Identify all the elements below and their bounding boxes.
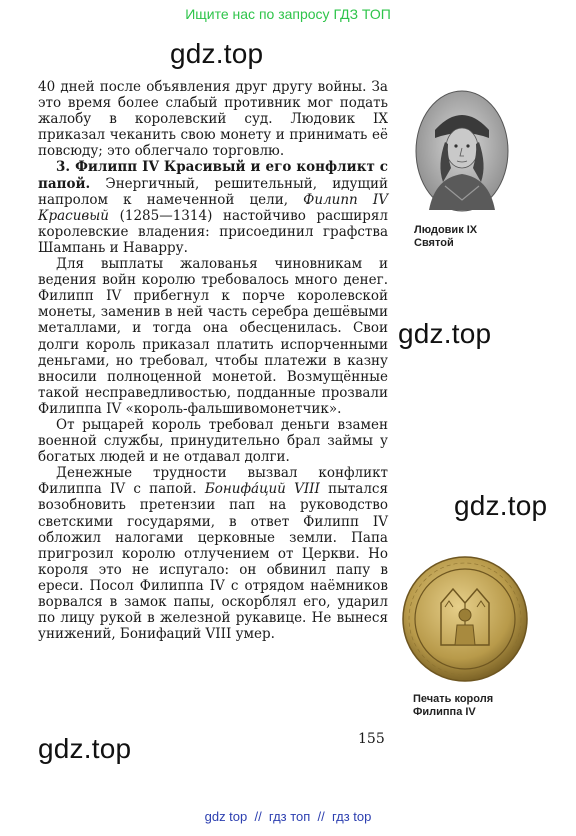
- paragraph-4: [38, 417, 388, 465]
- paragraph-5: [38, 465, 388, 642]
- watermark-1: gdz.top: [170, 38, 264, 69]
- portrait-caption-line-1: Людовик IX: [414, 224, 478, 236]
- paragraph-4-text: От рыцарей король требовал деньги взамен военной службы, принудительно брал займы у богатых людей и не отдавал долги.: [38, 416, 388, 466]
- seal-caption: [413, 693, 493, 719]
- main-text: [38, 79, 388, 642]
- boniface-name: Бонифа́ций VIII: [204, 481, 320, 498]
- portrait-caption: [414, 224, 477, 250]
- seal-caption-line-1: Печать короля: [413, 693, 494, 705]
- paragraph-5-text-a: Денежные трудности вызвал конфликт Филиппа IV с папой.: [38, 465, 388, 498]
- top-banner[interactable]: Ищите нас по запросу ГДЗ ТОП: [185, 6, 391, 22]
- philip-iv-seal-image: [401, 555, 529, 683]
- paragraph-2-text-a: Энергичный, решительный, идущий напролом к намеченной цели,: [38, 175, 388, 208]
- portrait-caption-line-2: Святой: [414, 237, 454, 249]
- watermark-2: gdz.top: [398, 318, 492, 349]
- seal-caption-line-2: Филиппа IV: [413, 706, 476, 718]
- paragraph-1: [38, 79, 388, 159]
- paragraph-2: [38, 159, 388, 256]
- paragraph-3-text: Для выплаты жалованья чиновникам и ведения войн королю требовалось много денег. Филипп IV прибегнул к порче королевской монеты, заменив в ней часть серебра дешёвыми металлами, и тогда она обесценилась. Свои долги король приказал платить испорченными деньгами, но требовал, чтобы платежи в казну вносили полноценной монетой. Возмущённые такой несправедливостью, подданные прозвали Филиппа IV «король-фальшивомонетчик».: [38, 256, 388, 417]
- page-number: 155: [358, 731, 385, 747]
- section-heading: 3. Филипп IV Красивый и его конфликт с папой.: [38, 159, 388, 192]
- philip-name: Филипп IV Красивый: [38, 191, 388, 224]
- bottom-links[interactable]: gdz top // гдз топ // гдз top: [204, 809, 372, 824]
- paragraph-2-text-b: (1285—1314) настойчиво расширял королевские владения: присоединил графства Шампань и Наварру.: [38, 207, 388, 256]
- paragraph-3: [38, 256, 388, 417]
- louis-ix-portrait-image: [415, 90, 509, 212]
- watermark-3: gdz.top: [454, 490, 548, 521]
- paragraph-5-text-b: пытался возобновить претензии пап на руководство светскими государями, в ответ Филипп IV обложил налогами церковные земли. Папа пригрозил королю отлучением от Церкви. Но короля это не испугало: он обвинил папу в ереси. Посол Филиппа IV с отрядом наёмников ворвался в замок папы, оскорблял его, ударил по лицу рукой в железной рукавице. Не вынеся унижений, Бонифаций VIII умер.: [38, 481, 388, 643]
- paragraph-1-text: 40 дней после объявления друг другу войны. За это время более слабый противник мог подать жалобу в королевский суд. Людовик IX приказал чеканить свою монету и принимать её повсюду; это облегчало торговлю.: [38, 79, 388, 160]
- watermark-4: gdz.top: [38, 733, 132, 764]
